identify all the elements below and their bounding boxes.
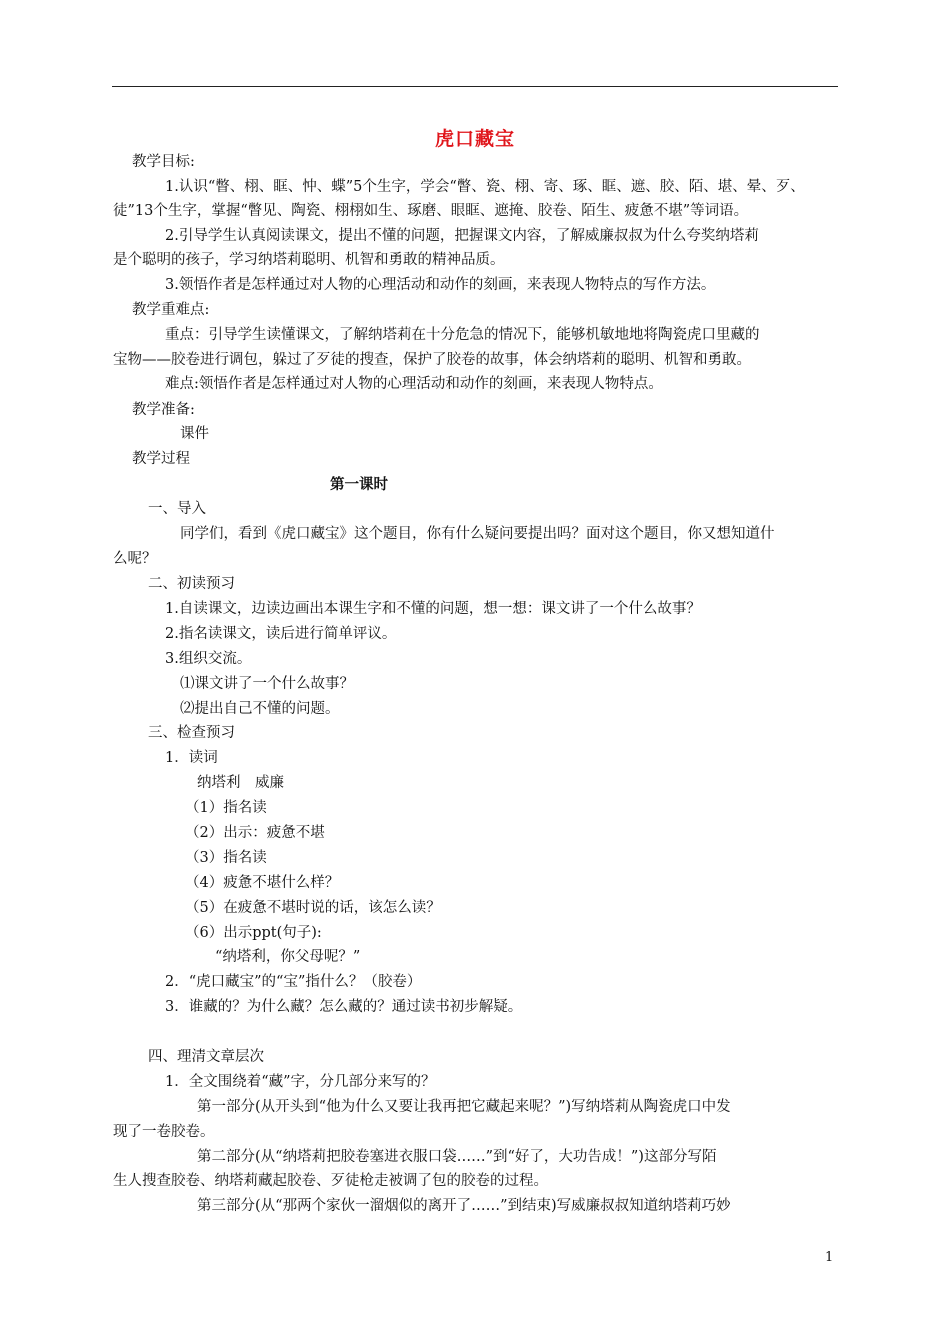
text-line: 么呢？ [113, 551, 157, 567]
text-line: 一、导入 [148, 501, 206, 517]
page-number: 1 [825, 1250, 834, 1265]
text-line: 第二部分(从“纳塔莉把胶卷塞进衣服口袋……”到“好了，大功告成！”)这部分写陌 [197, 1149, 717, 1165]
text-line: 重点：引导学生读懂课文，了解纳塔莉在十分危急的情况下，能够机敏地地将陶瓷虎口里藏的 [165, 327, 760, 343]
text-line: （2）出示：疲惫不堪 [185, 825, 325, 841]
section-heading: 第一课时 [330, 476, 388, 493]
text-line: 宝物——胶卷进行调包，躲过了歹徒的搜查，保护了胶卷的故事，体会纳塔莉的聪明、机智和勇敢。 [113, 352, 751, 368]
text-line: 纳塔利 威廉 [197, 775, 284, 791]
header-rule [112, 86, 838, 87]
text-line: （5）在疲惫不堪时说的话，该怎么读？ [185, 900, 441, 916]
text-line: （1）指名读 [185, 800, 267, 816]
text-line: 1.认识“瞥、栩、眶、忡、蝶”5个生字，学会“瞥、瓷、栩、寄、琢、眶、遮、胶、陌、堪、晕、歹、 [165, 179, 805, 195]
text-line: 教学过程 [132, 451, 190, 467]
text-line: 三、检查预习 [148, 725, 235, 741]
text-line: 2.指名读课文，读后进行简单评议。 [165, 626, 397, 642]
text-line: 四、理清文章层次 [148, 1049, 264, 1065]
text-line: 教学准备: [132, 402, 195, 418]
text-line: 二、初读预习 [148, 576, 235, 592]
text-line: 徒”13个生字，掌握“瞥见、陶瓷、栩栩如生、琢磨、眼眶、遮掩、胶卷、陌生、疲惫不堪”等词语。 [113, 203, 749, 219]
text-line: 3.组织交流。 [165, 651, 252, 667]
text-line: 教学目标: [132, 154, 195, 170]
text-line: 2．“虎口藏宝”的“宝”指什么？（胶卷） [165, 974, 422, 990]
text-line: 是个聪明的孩子，学习纳塔莉聪明、机智和勇敢的精神品质。 [113, 252, 505, 268]
text-line: 1.自读课文，边读边画出本课生字和不懂的问题，想一想：课文讲了一个什么故事？ [165, 601, 701, 617]
text-line: （4）疲惫不堪什么样？ [185, 875, 340, 891]
text-line: 1．读词 [165, 750, 218, 766]
text-line: （6）出示ppt(句子): [185, 925, 322, 941]
text-line: “纳塔利，你父母呢？” [215, 949, 361, 965]
text-line: （3）指名读 [185, 850, 267, 866]
text-line: ⑵提出自己不懂的问题。 [180, 701, 340, 717]
text-line: ⑴课文讲了一个什么故事？ [180, 676, 354, 692]
page-title: 虎口藏宝 [434, 128, 515, 150]
text-line: 2.引导学生认真阅读课文，提出不懂的问题，把握课文内容，了解威廉叔叔为什么夸奖纳塔莉 [165, 228, 759, 244]
text-line: 同学们，看到《虎口藏宝》这个题目，你有什么疑问要提出吗？面对这个题目，你又想知道什 [180, 526, 775, 542]
text-line: 现了一卷胶卷。 [113, 1124, 215, 1140]
text-line: 生人搜查胶卷、纳塔莉藏起胶卷、歹徒枪走被调了包的胶卷的过程。 [113, 1173, 548, 1189]
text-line: 3.领悟作者是怎样通过对人物的心理活动和动作的刻画，来表现人物特点的写作方法。 [165, 277, 716, 293]
text-line: 课件 [180, 426, 209, 442]
text-line: 难点:领悟作者是怎样通过对人物的心理活动和动作的刻画，来表现人物特点。 [165, 376, 663, 392]
text-line: 3．谁藏的？为什么藏？怎么藏的？通过读书初步解疑。 [165, 999, 523, 1015]
text-line: 第一部分(从开头到“他为什么又要让我再把它藏起来呢？”)写纳塔莉从陶瓷虎口中发 [197, 1099, 731, 1115]
text-line: 1．全文围绕着“藏”字，分几部分来写的？ [165, 1074, 436, 1090]
text-line: 第三部分(从“那两个家伙一溜烟似的离开了……”到结束)写威廉叔叔知道纳塔莉巧妙 [197, 1198, 731, 1214]
text-line: 教学重难点: [132, 302, 210, 318]
